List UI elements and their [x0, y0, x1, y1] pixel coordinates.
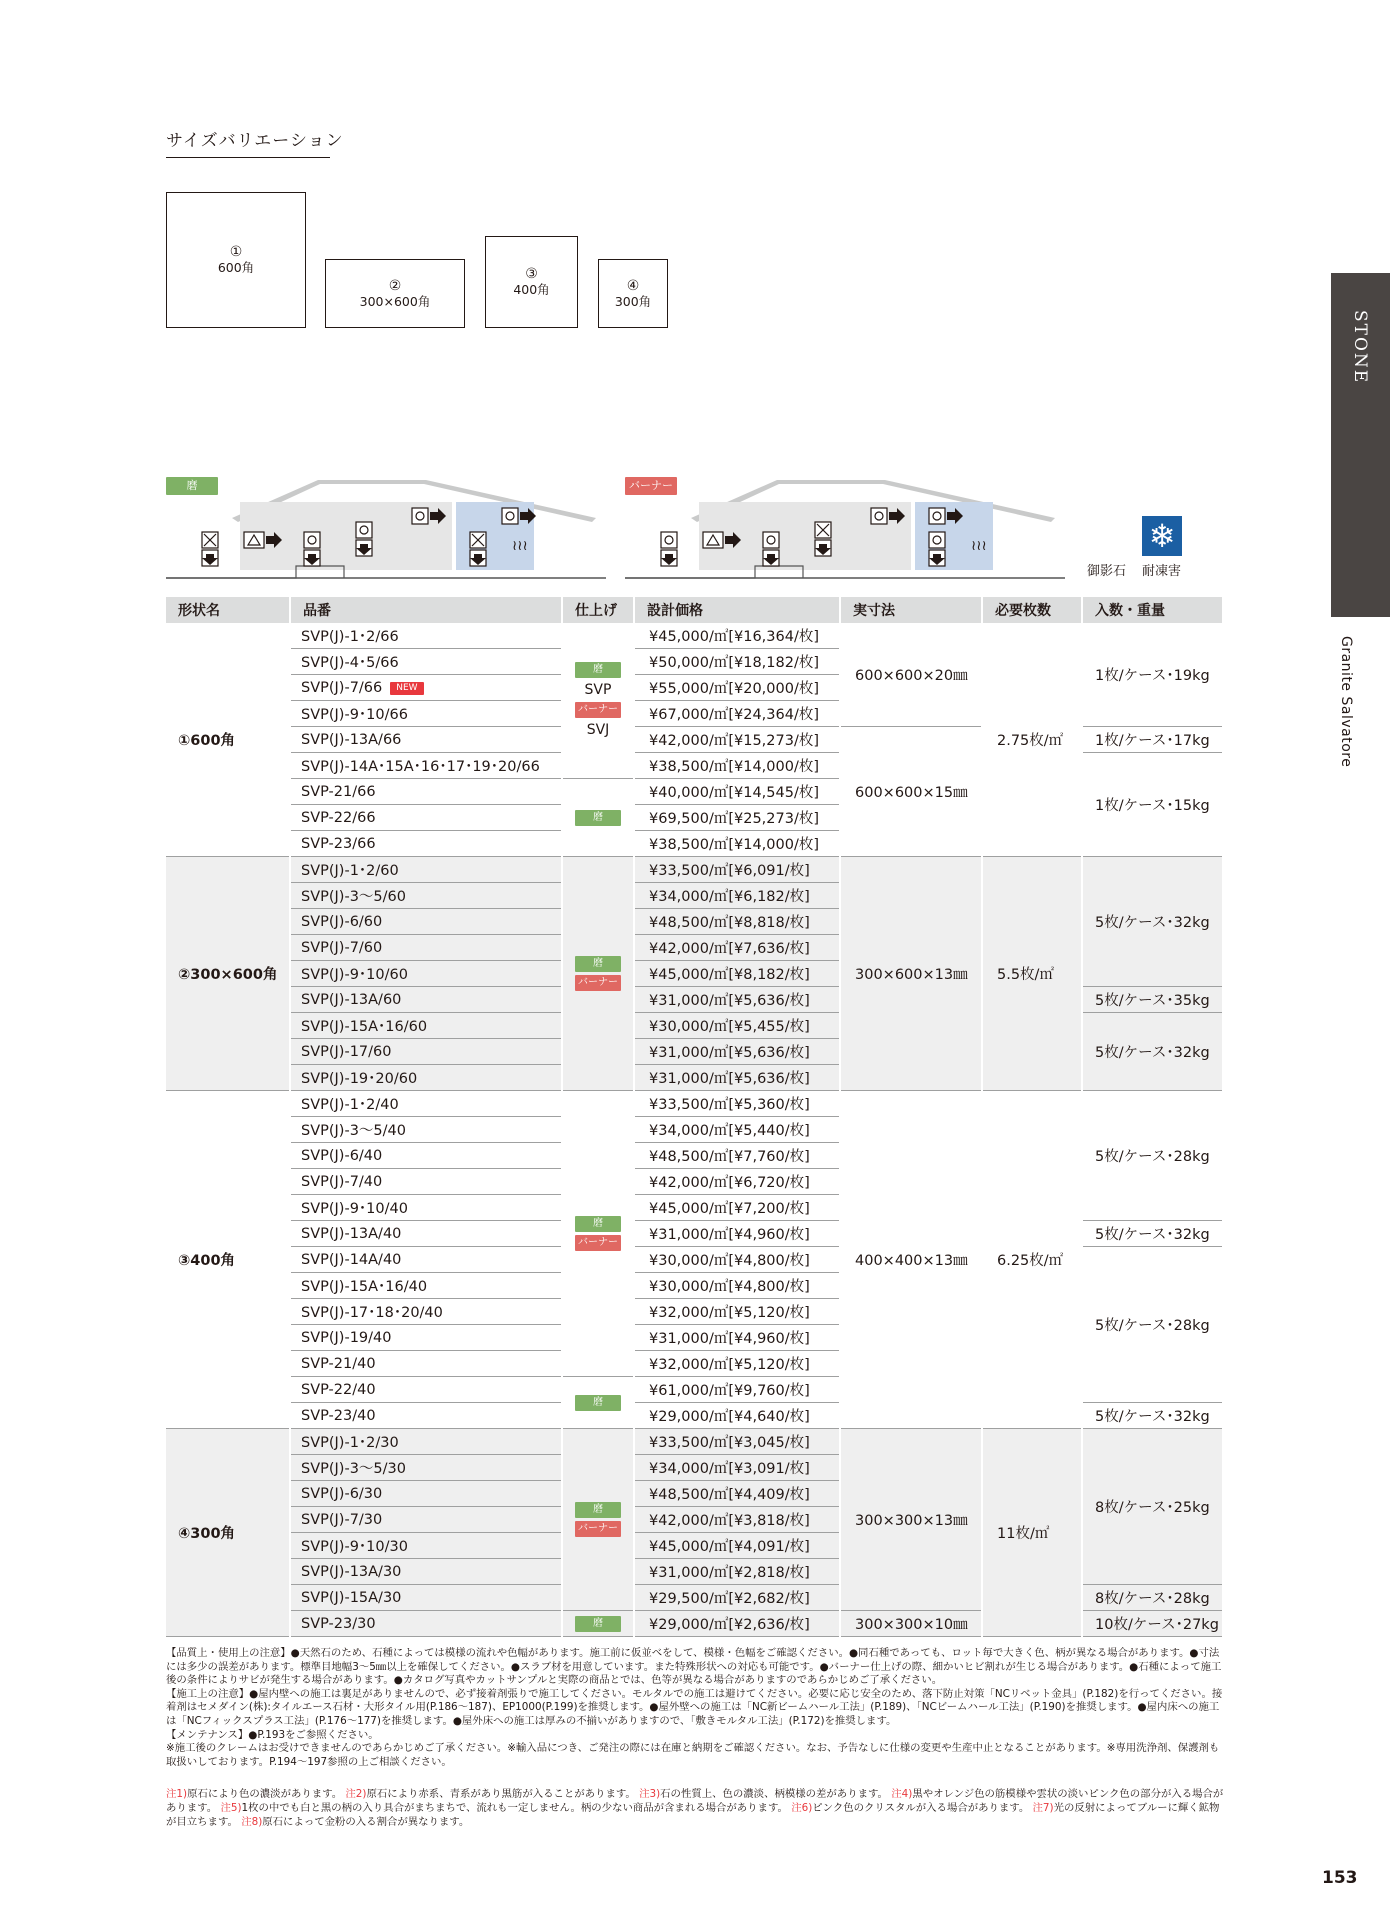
category-label-frost-resistant: 耐凍害: [1142, 564, 1182, 579]
footnote-text: ピンク色のクリスタルが入る場合があります。: [812, 1802, 1030, 1814]
finish-code-svp: SVP: [584, 682, 612, 698]
design-price: ¥67,000/㎡[¥24,364/枚]: [634, 701, 840, 727]
footnote-mark: 注7): [1032, 1802, 1054, 1814]
design-price: ¥45,000/㎡[¥16,364/枚]: [634, 623, 840, 649]
finish-badge-polish: 磨: [575, 1395, 621, 1411]
footnote-text: 黒やオレンジ色の筋模様や雲状の淡いピンク色の部分が入る場合があります。: [166, 1788, 1224, 1814]
shape-name: ④300角: [166, 1429, 290, 1637]
design-price: ¥45,000/㎡[¥4,091/枚]: [634, 1533, 840, 1559]
product-code: SVP(J)-13A/30: [290, 1559, 562, 1585]
table-row: [166, 1429, 1222, 1455]
product-code: SVP(J)-6/60: [290, 909, 562, 935]
pack-weight: 5枚/ケース･32kg: [1082, 1221, 1222, 1247]
header-shape: 形状名: [166, 597, 290, 623]
note-maintenance: 【メンテナンス】●P.193をご参照ください。: [166, 1728, 379, 1741]
design-price: ¥34,000/㎡[¥6,182/枚]: [634, 883, 840, 909]
house-diagram-burner: [625, 470, 1065, 580]
actual-dimension: 600×600×15㎜: [840, 727, 982, 857]
header-quantity: 必要枚数: [982, 597, 1082, 623]
design-price: ¥31,000/㎡[¥4,960/枚]: [634, 1325, 840, 1351]
product-code: SVP(J)-15A/30: [290, 1585, 562, 1611]
product-code: SVP(J)-6/40: [290, 1143, 562, 1169]
header-dimension: 実寸法: [840, 597, 982, 623]
product-code: SVP(J)-13A/60: [290, 987, 562, 1013]
table-header-row: [166, 597, 1222, 623]
design-price: ¥30,000/㎡[¥4,800/枚]: [634, 1273, 840, 1299]
spec-table: [166, 597, 1222, 1637]
design-price: ¥42,000/㎡[¥15,273/枚]: [634, 727, 840, 753]
design-price: ¥33,500/㎡[¥3,045/枚]: [634, 1429, 840, 1455]
shape-name: ①600角: [166, 623, 290, 857]
product-code: SVP(J)-13A/40: [290, 1221, 562, 1247]
product-code: SVP(J)-9･10/66: [290, 701, 562, 727]
required-quantity: 11枚/㎡: [982, 1429, 1082, 1637]
footnote-mark: 注2): [345, 1788, 367, 1800]
category-label-granite: 御影石: [1087, 564, 1127, 579]
footnote-text: 原石により色の濃淡があります。: [187, 1788, 343, 1800]
product-code: SVP-21/66: [290, 779, 562, 805]
header-price: 設計価格: [634, 597, 840, 623]
design-price: ¥48,500/㎡[¥7,760/枚]: [634, 1143, 840, 1169]
design-price: ¥42,000/㎡[¥7,636/枚]: [634, 935, 840, 961]
finish-cell: [562, 1377, 634, 1429]
table-row: [166, 623, 1222, 649]
design-price: ¥33,500/㎡[¥6,091/枚]: [634, 857, 840, 883]
product-code: SVP-23/66: [290, 831, 562, 857]
product-code: SVP(J)-1･2/66: [290, 623, 562, 649]
table-row: [166, 1091, 1222, 1117]
actual-dimension: 300×300×10㎜: [840, 1611, 982, 1637]
diagram-badge-polish: 磨: [166, 477, 218, 495]
design-price: ¥34,000/㎡[¥3,091/枚]: [634, 1455, 840, 1481]
design-price: ¥40,000/㎡[¥14,545/枚]: [634, 779, 840, 805]
diagram-badge-burner: バーナー: [625, 477, 677, 495]
required-quantity: 6.25枚/㎡: [982, 1091, 1082, 1429]
size-box-600: [166, 192, 306, 328]
footnote-mark: 注8): [241, 1816, 263, 1828]
product-code: SVP(J)-7/60: [290, 935, 562, 961]
product-code: SVP(J)-17･18･20/40: [290, 1299, 562, 1325]
footnote-text: 原石によって金粉の入る割合が異なります。: [262, 1816, 470, 1828]
design-price: ¥61,000/㎡[¥9,760/枚]: [634, 1377, 840, 1403]
pack-weight: 1枚/ケース･17kg: [1082, 727, 1222, 753]
product-code: SVP-21/40: [290, 1351, 562, 1377]
footnote-mark: 注3): [639, 1788, 661, 1800]
design-price: ¥31,000/㎡[¥5,636/枚]: [634, 1039, 840, 1065]
design-price: ¥30,000/㎡[¥4,800/枚]: [634, 1247, 840, 1273]
design-price: ¥42,000/㎡[¥3,818/枚]: [634, 1507, 840, 1533]
product-code: SVP(J)-14A･15A･16･17･19･20/66: [290, 753, 562, 779]
footnote-mark: 注6): [791, 1802, 813, 1814]
svg-text:≀≀≀: ≀≀≀: [971, 538, 987, 554]
header-finish: 仕上げ: [562, 597, 634, 623]
design-price: ¥48,500/㎡[¥4,409/枚]: [634, 1481, 840, 1507]
footnotes-block: [166, 1787, 1224, 1829]
product-code: SVP(J)-7/40: [290, 1169, 562, 1195]
finish-code-svj: SVJ: [586, 722, 610, 738]
shape-name: ②300×600角: [166, 857, 290, 1091]
product-code: SVP(J)-15A･16/40: [290, 1273, 562, 1299]
product-code: SVP(J)-3〜5/60: [290, 883, 562, 909]
pack-weight: 5枚/ケース･28kg: [1082, 1247, 1222, 1403]
finish-badge-burner: バーナー: [575, 1235, 621, 1251]
design-price: ¥29,000/㎡[¥4,640/枚]: [634, 1403, 840, 1429]
product-code: SVP(J)-9･10/40: [290, 1195, 562, 1221]
actual-dimension: 300×600×13㎜: [840, 857, 982, 1091]
design-price: ¥31,000/㎡[¥4,960/枚]: [634, 1221, 840, 1247]
pack-weight: 5枚/ケース･32kg: [1082, 857, 1222, 987]
finish-badge-burner: バーナー: [575, 702, 621, 718]
note-installation: 【施工上の注意】●屋内壁への施工は裏足がありませんので、必ず接着剤張りで施工してください。モルタルでの施工は避けてください。必要に応じ安全のため、落下防止対策「NCリベット金具」(P.182)を行ってください。接着剤はセメダイン(株):タイルエース石材・大形タイル用(P.186〜187)、EP1000(P.199)を推奨します。●屋外壁への施工は「NC新ビームハール工法」(P.189)、「NCビームハール工法」(P.190)を推奨します。●屋内床への施工は「NCフィックスプラス工法」(P.176〜177)を推奨します。●屋外床への施工は厚みの不揃いがありますので、「敷きモルタル工法」(P.172)を推奨します。: [166, 1687, 1223, 1727]
size-box-label: 300×600角: [359, 293, 431, 309]
actual-dimension: 400×400×13㎜: [840, 1091, 982, 1429]
footnote-text: 1枚の中でも白と黒の柄の入り具合がまちまちで、流れも一定しません。柄の少ない商品が含まれる場合があります。: [241, 1802, 788, 1814]
size-box-label: 300角: [614, 293, 652, 309]
product-code: SVP-22/40: [290, 1377, 562, 1403]
pack-weight: 5枚/ケース･35kg: [1082, 987, 1222, 1013]
product-code: SVP(J)-17/60: [290, 1039, 562, 1065]
footnote-mark: 注1): [166, 1788, 188, 1800]
page-number: 153: [1322, 1868, 1358, 1888]
footnote-text: 原石により赤系、青系があり黒筋が入ることがあります。: [366, 1788, 636, 1800]
product-series-name: Granite Salvatore: [1338, 636, 1354, 768]
header-code: 品番: [290, 597, 562, 623]
section-title: サイズバリエーション: [166, 131, 344, 151]
product-code: SVP-23/30: [290, 1611, 562, 1637]
pack-weight: 10枚/ケース･27kg: [1082, 1611, 1222, 1637]
product-code: SVP(J)-1･2/40: [290, 1091, 562, 1117]
product-code: SVP(J)-1･2/30: [290, 1429, 562, 1455]
section-title-rule: [166, 157, 330, 158]
pack-weight: 8枚/ケース･28kg: [1082, 1585, 1222, 1611]
size-box-number: ④: [626, 277, 640, 294]
product-code: SVP(J)-13A/66: [290, 727, 562, 753]
footnote-text: 石の性質上、色の濃淡、柄模様の差があります。: [660, 1788, 888, 1800]
product-code: SVP(J)-14A/40: [290, 1247, 562, 1273]
required-quantity: 2.75枚/㎡: [982, 623, 1082, 857]
size-box-300: [598, 259, 668, 328]
size-box-label: 600角: [217, 260, 255, 275]
product-code: SVP-22/66: [290, 805, 562, 831]
pack-weight: 5枚/ケース･32kg: [1082, 1013, 1222, 1091]
finish-badge-burner: バーナー: [575, 1521, 621, 1537]
required-quantity: 5.5枚/㎡: [982, 857, 1082, 1091]
finish-badge-polish: 磨: [575, 1502, 621, 1518]
finish-cell: [562, 623, 634, 779]
pack-weight: 8枚/ケース･25kg: [1082, 1429, 1222, 1585]
finish-badge-polish: 磨: [575, 662, 621, 678]
pack-weight: 5枚/ケース･28kg: [1082, 1091, 1222, 1221]
house-diagram-polish: [166, 470, 606, 580]
size-box-300x600: [325, 259, 465, 328]
design-price: ¥38,500/㎡[¥14,000/枚]: [634, 831, 840, 857]
design-price: ¥31,000/㎡[¥5,636/枚]: [634, 987, 840, 1013]
product-code: SVP(J)-9･10/30: [290, 1533, 562, 1559]
design-price: ¥50,000/㎡[¥18,182/枚]: [634, 649, 840, 675]
design-price: ¥31,000/㎡[¥5,636/枚]: [634, 1065, 840, 1091]
actual-dimension: 600×600×20㎜: [840, 623, 982, 727]
footnote-text: 光の反射によってブルーに輝く鉱物が目立ちます。: [166, 1802, 1220, 1828]
new-badge: NEW: [390, 682, 423, 695]
footnote-mark: 注5): [220, 1802, 242, 1814]
finish-badge-polish: 磨: [575, 810, 621, 826]
size-box-label: 400角: [513, 282, 550, 297]
finish-cell: [562, 857, 634, 1091]
product-code: SVP(J)-15A･16/60: [290, 1013, 562, 1039]
finish-cell: [562, 1429, 634, 1611]
design-price: ¥29,500/㎡[¥2,682/枚]: [634, 1585, 840, 1611]
design-price: ¥30,000/㎡[¥5,455/枚]: [634, 1013, 840, 1039]
finish-cell: [562, 1091, 634, 1377]
product-code: SVP(J)-3〜5/30: [290, 1455, 562, 1481]
finish-badge-burner: バーナー: [575, 975, 621, 991]
pack-weight: 1枚/ケース･19kg: [1082, 623, 1222, 727]
product-code: SVP(J)-7/30: [290, 1507, 562, 1533]
finish-cell: [562, 779, 634, 857]
product-code: SVP(J)-4･5/66: [290, 649, 562, 675]
note-quality: 【品質上・使用上の注意】●天然石のため、石種によっては模様の流れや色幅があります。施工前に仮並べをして、模様・色幅をご確認ください。●同石種であっても、ロット毎で大きく色、柄が異なる場合があります。●寸法には多少の誤差があります。標準目地幅3〜5㎜以上を確保してください。●スラブ材を用意しています。また特殊形状への対応も可能です。●バーナー仕上げの際、細かいヒビ割れが生じる場合があります。●石種によって施工後の条件によりサビが発生する場合があります。●カタログ写真やカットサンプルと実際の商品とでは、色等が異なる場合がありますのであらかじめご了承ください。: [166, 1647, 1222, 1687]
design-price: ¥34,000/㎡[¥5,440/枚]: [634, 1117, 840, 1143]
size-box-number: ①: [229, 244, 243, 260]
product-code: SVP(J)-19/40: [290, 1325, 562, 1351]
product-code: SVP(J)-3〜5/40: [290, 1117, 562, 1143]
table-row: [166, 857, 1222, 883]
size-box-number: ③: [525, 266, 538, 282]
size-box-number: ②: [388, 277, 402, 294]
pack-weight: 5枚/ケース･32kg: [1082, 1403, 1222, 1429]
product-code: SVP-23/40: [290, 1403, 562, 1429]
finish-badge-polish: 磨: [575, 1216, 621, 1232]
pack-weight: 1枚/ケース･15kg: [1082, 753, 1222, 857]
product-code: SVP(J)-19･20/60: [290, 1065, 562, 1091]
design-price: ¥38,500/㎡[¥14,000/枚]: [634, 753, 840, 779]
design-price: ¥32,000/㎡[¥5,120/枚]: [634, 1299, 840, 1325]
design-price: ¥32,000/㎡[¥5,120/枚]: [634, 1351, 840, 1377]
product-code-cell: [290, 675, 562, 701]
design-price: ¥45,000/㎡[¥7,200/枚]: [634, 1195, 840, 1221]
product-code: SVP(J)-7/66: [301, 679, 383, 696]
design-price: ¥42,000/㎡[¥6,720/枚]: [634, 1169, 840, 1195]
header-pack-weight: 入数・重量: [1082, 597, 1222, 623]
footnote-mark: 注4): [891, 1788, 913, 1800]
design-price: ¥55,000/㎡[¥20,000/枚]: [634, 675, 840, 701]
notes-block: [166, 1647, 1224, 1769]
design-price: ¥48,500/㎡[¥8,818/枚]: [634, 909, 840, 935]
design-price: ¥45,000/㎡[¥8,182/枚]: [634, 961, 840, 987]
side-tab-label: STONE: [1350, 310, 1370, 385]
design-price: ¥69,500/㎡[¥25,273/枚]: [634, 805, 840, 831]
snowflake-icon: ❄: [1142, 516, 1182, 556]
finish-cell: [562, 1611, 634, 1637]
svg-text:≀≀≀: ≀≀≀: [512, 538, 528, 554]
finish-badge-polish: 磨: [575, 1616, 621, 1632]
design-price: ¥31,000/㎡[¥2,818/枚]: [634, 1559, 840, 1585]
shape-name: ③400角: [166, 1091, 290, 1429]
product-code: SVP(J)-1･2/60: [290, 857, 562, 883]
design-price: ¥33,500/㎡[¥5,360/枚]: [634, 1091, 840, 1117]
product-code: SVP(J)-9･10/60: [290, 961, 562, 987]
finish-badge-polish: 磨: [575, 956, 621, 972]
design-price: ¥29,000/㎡[¥2,636/枚]: [634, 1611, 840, 1637]
note-disclaimer: ※施工後のクレームはお受けできませんのであらかじめご了承ください。※輸入品につき、ご発注の際には在庫と納期をご確認ください。なお、予告なしに仕様の変更や生産中止となることがあります。※専用洗浄剤、保護剤も取扱いしております。P.194〜197参照の上ご相談ください。: [166, 1742, 1220, 1768]
product-code: SVP(J)-6/30: [290, 1481, 562, 1507]
size-box-400: [485, 236, 578, 328]
actual-dimension: 300×300×13㎜: [840, 1429, 982, 1611]
